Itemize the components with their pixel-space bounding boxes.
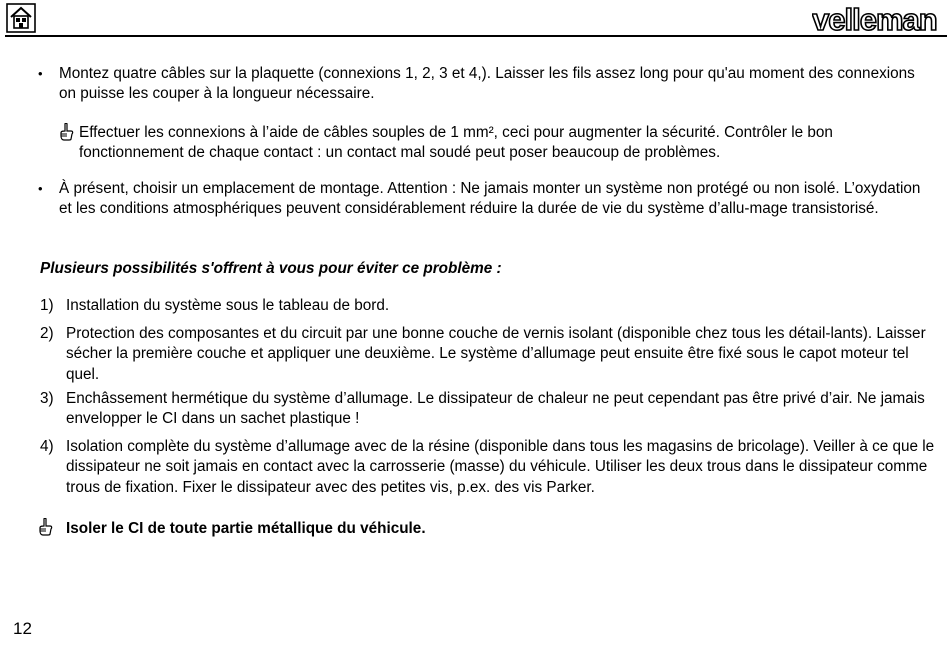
page-number: 12 <box>13 619 32 638</box>
list-number: 2) <box>40 325 54 342</box>
list-number: 4) <box>40 438 54 455</box>
house-icon <box>6 3 36 33</box>
bullet-paragraph: Montez quatre câbles sur la plaquette (connexions 1, 2, 3 et 4,). Laisser les fils assez long pour qu'au moment des connexions on puisse les couper à la longueur nécessaire. <box>59 65 915 103</box>
bullet-marker: • <box>38 66 43 81</box>
list-item: Installation du système sous le tableau de bord. <box>66 297 390 314</box>
list-item: Isolation complète du système d’allumage avec de la résine (disponible dans tous les magasins de bricolage). Veiller à ce que le dissipateur ne soit jamais en contact avec la carrosserie (masse) du véhicule. Utiliser les deux trous dans le dissipateur comme trous de fixation. Fixer le dissipateur avec des petites vis, p.ex. des vis Parker. <box>66 438 935 496</box>
header-divider <box>5 35 947 37</box>
list-number: 1) <box>40 297 54 314</box>
pointing-hand-icon <box>59 123 75 141</box>
list-number: 3) <box>40 390 54 407</box>
list-item: Enchâssement hermétique du système d’allumage. Le dissipateur de chaleur ne peut cependant pas être privé d’air. Ne jamais envelopper le CI dans un sachet plastique ! <box>66 390 925 428</box>
list-item: Protection des composantes et du circuit par une bonne couche de vernis isolant (disponible chez tous les détail-lants). Laisser sécher la première couche et appliquer une deuxième. Le système d’allumage peut ensuite être fixé sous le capot moteur tel quel. <box>66 325 926 383</box>
warning-note: Isoler le CI de toute partie métallique du véhicule. <box>66 520 426 537</box>
pointing-hand-icon <box>38 518 54 536</box>
svg-text:velleman: velleman <box>812 6 937 34</box>
note-paragraph: Effectuer les connexions à l’aide de câbles souples de 1 mm², ceci pour augmenter la sécurité. Contrôler le bon fonctionnement de chaque contact : un contact mal soudé peut poser beaucoup de problèmes. <box>79 124 833 162</box>
brand-logo <box>812 6 946 34</box>
bullet-marker: • <box>38 181 43 196</box>
page-header <box>0 0 950 40</box>
section-subheading: Plusieurs possibilités s'offrent à vous pour éviter ce problème : <box>40 260 502 277</box>
bullet-paragraph: À présent, choisir un emplacement de montage. Attention : Ne jamais monter un système non protégé ou non isolé. L’oxydation et les conditions atmosphériques peuvent considérablement réduire la durée de vie du système d’allu-mage transistorisé. <box>59 180 921 218</box>
